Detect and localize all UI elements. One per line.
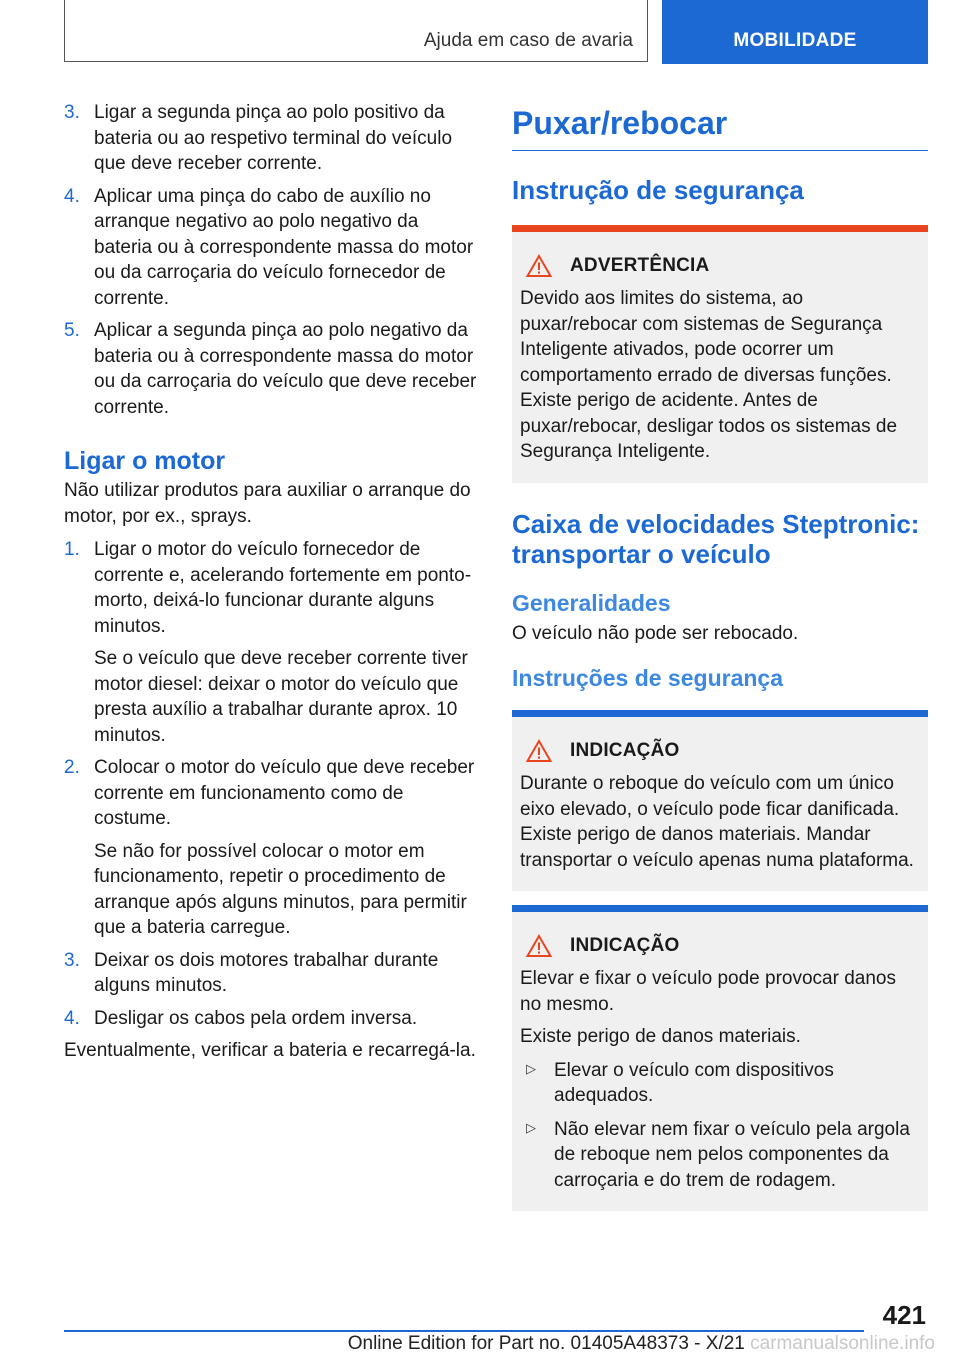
- step-text: Aplicar a segunda pinça ao polo negativo da bateria ou à correspondente massa do motor ou da carroçaria do veículo que deve receber corrente.: [94, 320, 477, 418]
- left-column: [64, 100, 478, 1064]
- section-heading: Instrução de segurança: [512, 175, 804, 205]
- chapter-title: MOBILIDADE: [733, 30, 857, 51]
- list-item: [64, 100, 478, 177]
- warning-box: [512, 225, 928, 483]
- section-heading: Ligar o motor: [64, 447, 226, 475]
- warning-text: Devido aos limites do sistema, ao puxar/rebocar com sistemas de Segurança Inteligente ativados, pode ocorrer um comportamento errado de diversas funções. Existe perigo de acidente. Antes de puxar/rebocar, desligar todos os sistemas de Segurança Inteligente.: [520, 288, 898, 462]
- page-header: [64, 0, 928, 64]
- list-item: [64, 318, 478, 420]
- step-text: Desligar os cabos pela ordem inversa.: [94, 1007, 418, 1029]
- list-item: [520, 1058, 920, 1109]
- page-number: 421: [882, 1300, 926, 1330]
- step-number: 4.: [64, 185, 80, 207]
- notice-text: Elevar e fixar o veículo pode provocar danos no mesmo.: [520, 968, 896, 1015]
- step-text: Ligar o motor do veículo fornecedor de corrente e, acelerando fortemente em ponto-morto, deixá-lo funcionar durante alguns minutos.: [94, 539, 472, 637]
- step-number: 3.: [64, 102, 80, 123]
- subsection-heading: Instruções de segurança: [512, 665, 783, 691]
- notice-box: [512, 905, 928, 1211]
- edition-text: Online Edition for Part no. 01405A48373 - X/21: [347, 1333, 745, 1354]
- notice-text: Existe perigo de danos materiais.: [520, 1026, 801, 1047]
- right-column: [512, 104, 928, 1211]
- section-title: Ajuda em caso de avaria: [423, 30, 633, 51]
- list-item: [64, 184, 478, 312]
- footer-divider: [64, 1330, 864, 1332]
- notice-label: INDICAÇÃO: [570, 935, 680, 956]
- step-note: Se não for possível colocar o motor em funcionamento, repetir o procedimento de arranque após alguns minutos, para permitir que a bateria carregue.: [94, 840, 467, 938]
- notice-box: [512, 710, 928, 891]
- list-item: [64, 755, 478, 941]
- step-text: Aplicar uma pinça do cabo de auxílio no arranque negativo ao polo negativo da bateria ou à correspondente massa do motor ou da carroçaria do veículo fornecedor de corrente.: [94, 185, 474, 309]
- warning-triangle-icon: [526, 254, 552, 278]
- list-item: [64, 1006, 478, 1032]
- watermark-text: carmanualsonline.info: [750, 1333, 935, 1354]
- step-number: 5.: [64, 320, 80, 341]
- notice-text: Durante o reboque do veículo com um único eixo elevado, o veículo pode ficar danificada. Existe perigo de danos materiais. Mandar transportar o veículo apenas numa plataforma.: [520, 773, 914, 871]
- bullet-triangle-icon: ▷: [526, 1119, 536, 1135]
- bullet-triangle-icon: ▷: [526, 1060, 536, 1076]
- step-text: Ligar a segunda pinça ao polo positivo da bateria ou ao respetivo terminal do veículo que deve receber corrente.: [94, 102, 453, 174]
- list-item: [64, 537, 478, 748]
- warning-label: ADVERTÊNCIA: [570, 255, 710, 276]
- subsection-heading: Generalidades: [512, 589, 671, 616]
- notice-label: INDICAÇÃO: [570, 740, 680, 761]
- intro-text: Não utilizar produtos para auxiliar o arranque do motor, por ex., sprays.: [64, 480, 471, 527]
- step-text: Deixar os dois motores trabalhar durante alguns minutos.: [94, 949, 439, 996]
- bullet-text: Não elevar nem fixar o veículo pela argola de reboque nem pelos componentes da carroçaria e do trem de rodagem.: [554, 1118, 910, 1191]
- warning-triangle-icon: [526, 934, 552, 958]
- chapter-tab: [662, 0, 928, 64]
- footer-edition: [0, 1333, 960, 1355]
- step-number: 4.: [64, 1007, 80, 1029]
- step-note: Se o veículo que deve receber corrente tiver motor diesel: deixar o motor do veículo que presta auxílio a trabalhar durante aprox. 10 minutos.: [94, 648, 468, 746]
- list-item: [520, 1117, 920, 1194]
- section-tab: [64, 0, 648, 62]
- list-item: [64, 948, 478, 999]
- step-number: 1.: [64, 539, 80, 560]
- closing-text: Eventualmente, verificar a bateria e recarregá-la.: [64, 1040, 476, 1061]
- warning-triangle-icon: [526, 739, 552, 763]
- bullet-text: Elevar o veículo com dispositivos adequados.: [554, 1059, 834, 1106]
- step-number: 3.: [64, 949, 80, 971]
- step-text: Colocar o motor do veículo que deve receber corrente em funcionamento como de costume.: [94, 757, 475, 829]
- page-title: Puxar/rebocar: [512, 104, 928, 151]
- general-text: O veículo não pode ser rebocado.: [512, 622, 799, 644]
- step-number: 2.: [64, 757, 80, 778]
- section-heading: Caixa de velocidades Steptronic: transportar o veículo: [512, 508, 920, 569]
